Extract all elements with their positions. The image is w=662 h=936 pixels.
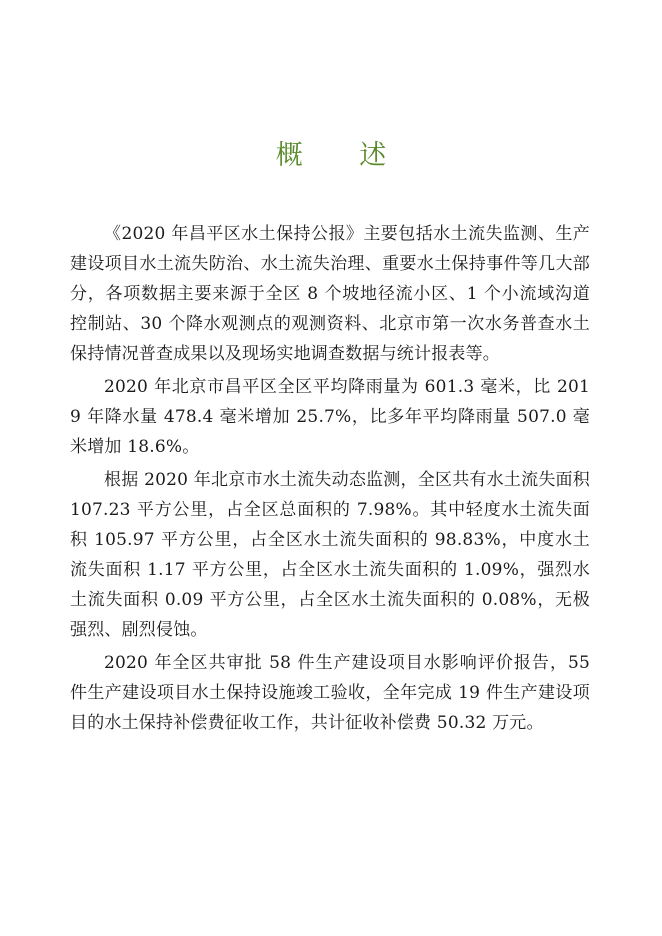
page-title: 概 述 <box>275 140 411 171</box>
paragraph-project-approval: 2020 年全区共审批 58 件生产建设项目水影响评价报告，55 件生产建设项目水土保持设施竣工验收，全年完成 19 件生产建设项目的水土保持补偿费征收工作，共计征收补偿费 50.32 万元。 <box>70 653 590 733</box>
paragraph-rainfall: 2020 年北京市昌平区全区平均降雨量为 601.3 毫米，比 2019 年降水量 478.4 毫米增加 25.7%，比多年平均降雨量 507.0 毫米增加 18.6%。 <box>70 377 590 457</box>
paragraph-erosion-area: 根据 2020 年北京市水土流失动态监测，全区共有水土流失面积 107.23 平方公里，占全区总面积的 7.98%。其中轻度水土流失面积 105.97 平方公里，占全区水土流失面积的 98.83%，中度水土流失面积 1.17 平方公里，占全区水土流失面积的 1.09%，强烈水土流失面积 0.09 平方公里，占全区水土流失面积的 0.08%，无极强烈、剧烈侵蚀。 <box>70 470 590 640</box>
overview-body <box>70 219 590 738</box>
paragraph-report-scope: 《2020 年昌平区水土保持公报》主要包括水土流失监测、生产建设项目水土流失防治、水土流失治理、重要水土保持事件等几大部分，各项数据主要来源于全区 8 个坡地径流小区、1 个小流域沟道控制站、30 个降水观测点的观测资料、北京市第一次水务普查水土保持情况普查成果以及现场实地调查数据与统计报表等。 <box>70 224 590 364</box>
